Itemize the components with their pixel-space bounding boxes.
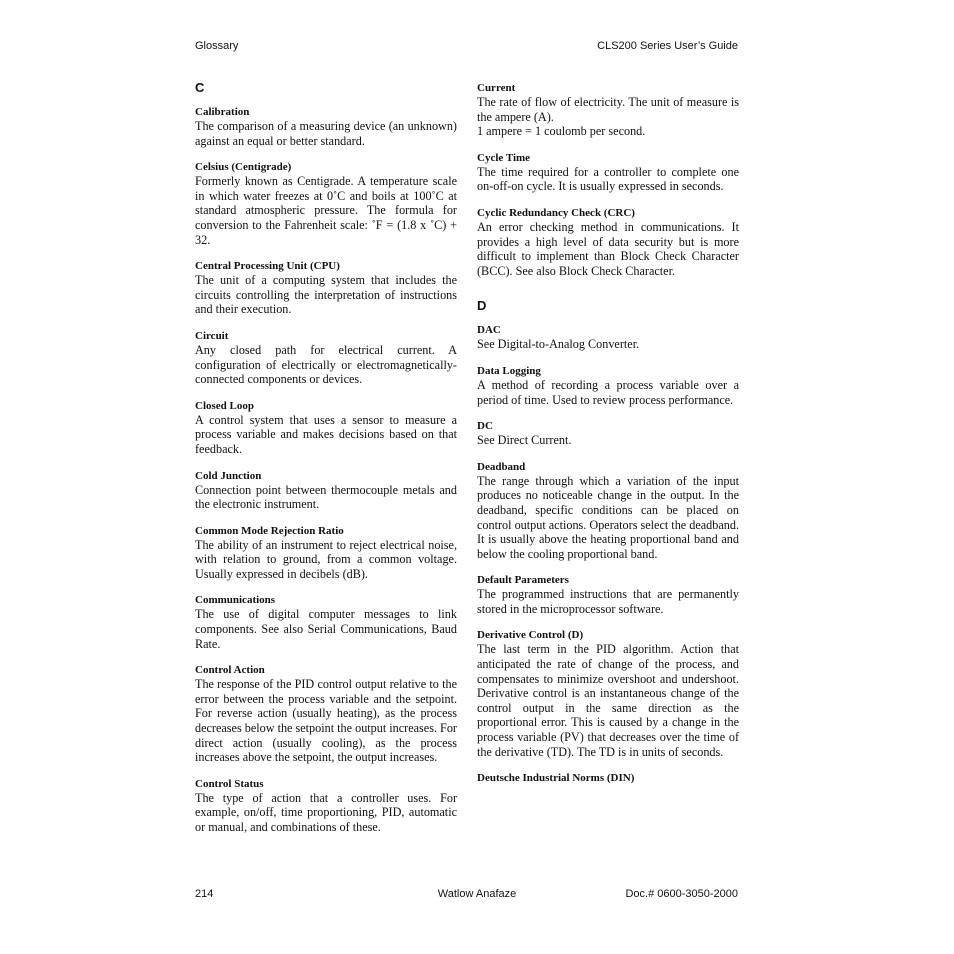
glossary-definition: The time required for a controller to complete one on-off-on cycle. It is usually expressed in seconds.	[477, 164, 739, 194]
glossary-entry	[195, 105, 457, 148]
glossary-definition: The rate of flow of electricity. The unit of measure is the ampere (A).	[477, 95, 739, 124]
glossary-term: Default Parameters	[477, 574, 569, 587]
glossary-term: DC	[477, 420, 493, 433]
glossary-definition: The programmed instructions that are permanently stored in the microprocessor software.	[477, 587, 739, 616]
glossary-term: Cold Junction	[195, 469, 262, 482]
glossary-term: DAC	[477, 324, 501, 337]
glossary-term: Cycle Time	[477, 151, 531, 164]
glossary-entry	[477, 151, 739, 194]
glossary-entry	[477, 771, 739, 785]
glossary-definition: The comparison of a measuring device (an unknown) against an equal or better standard.	[195, 119, 457, 148]
glossary-entry	[195, 259, 457, 317]
glossary-definition: The type of action that a controller uses. For example, on/off, time proportioning, PID, automatic or manual, and combinations of these.	[195, 790, 457, 834]
glossary-entry	[477, 419, 739, 448]
glossary-definition: The response of the PID control output relative to the error between the process variable and the setpoint. For reverse action (usually heating), as the process decreases below the setpoint the output increases. For direct action (usually cooling), as the process increases above the setpoint, the output increases.	[195, 677, 457, 765]
left-column	[195, 80, 457, 847]
glossary-definition: A method of recording a process variable over a period of time. Used to review process performance.	[477, 377, 739, 407]
glossary-entry	[195, 329, 457, 387]
glossary-entry	[477, 460, 739, 562]
glossary-term: Circuit	[195, 329, 229, 342]
left-entry-list	[195, 105, 457, 835]
glossary-definition: The range through which a variation of the input produces no noticeable change in the output. In the deadband, specific conditions can be placed on control output actions. Operators select the deadband. It is usually above the heating proportional band and below the cooling proportional band.	[477, 473, 739, 561]
glossary-entry	[195, 469, 457, 512]
glossary-term: Closed Loop	[195, 399, 254, 412]
glossary-definition: The ability of an instrument to reject electrical noise, with relation to ground, from a common voltage. Usually expressed in decibels (dB).	[195, 537, 457, 581]
glossary-entry	[195, 399, 457, 457]
glossary-term: Celsius (Centigrade)	[195, 161, 292, 174]
glossary-term: Central Processing Unit (CPU)	[195, 260, 340, 273]
header-section-title: Glossary	[195, 40, 239, 52]
glossary-definition: Connection point between thermocouple metals and the electronic instrument.	[195, 482, 457, 512]
section-letter-d: D	[477, 298, 487, 314]
section-letter-c: C	[195, 80, 205, 95]
footer-page-number: 214	[195, 888, 214, 900]
glossary-entry	[195, 593, 457, 651]
glossary-definition: The last term in the PID algorithm. Action that anticipated the rate of change of the process, and compensates to minimize overshoot and undershoot. Derivative control is an instantaneous change of the control output in the same direction as the proportional error. This is caused by a change in the process variable (PV) that decreases over the time of the derivative (TD). The TD is in units of seconds.	[477, 642, 739, 759]
glossary-entry	[477, 206, 739, 278]
glossary-definition: An error checking method in communications. It provides a high level of data security but is more difficult to implement than Block Check Character (BCC). See also Block Check Character.	[477, 219, 739, 278]
glossary-entry	[477, 323, 739, 352]
glossary-entry	[195, 524, 457, 582]
right-column	[477, 81, 739, 797]
header-guide-title: CLS200 Series User’s Guide	[597, 40, 738, 52]
glossary-entry	[195, 777, 457, 835]
glossary-term: Control Action	[195, 664, 265, 677]
glossary-term: Data Logging	[477, 364, 541, 377]
glossary-entry	[477, 81, 739, 139]
glossary-term: Derivative Control (D)	[477, 629, 584, 642]
glossary-definition: See Digital-to-Analog Converter.	[477, 337, 640, 352]
footer-publisher: Watlow Anafaze	[437, 888, 517, 900]
right-entry-list-c	[477, 81, 739, 278]
glossary-term: Current	[477, 82, 516, 94]
glossary-term: Control Status	[195, 777, 264, 790]
glossary-definition: A control system that uses a sensor to measure a process variable and makes decisions based on that feedback.	[195, 412, 457, 456]
glossary-entry	[195, 663, 457, 765]
glossary-term: Cyclic Redundancy Check (CRC)	[477, 206, 635, 219]
glossary-term: Calibration	[195, 106, 250, 118]
glossary-term: Communications	[195, 594, 276, 607]
glossary-definition: The unit of a computing system that includes the circuits controlling the interpretation of instructions and their execution.	[195, 273, 457, 317]
right-entry-list-d	[477, 323, 739, 785]
glossary-definition: The use of digital computer messages to link components. See also Serial Communications, Baud Rate.	[195, 607, 457, 651]
glossary-term: Deadband	[477, 460, 526, 473]
glossary-definition-note: 1 ampere = 1 coulomb per second.	[477, 124, 646, 139]
glossary-definition: Formerly known as Centigrade. A temperature scale in which water freezes at 0˚C and boils at 100˚C at standard atmospheric pressure. The formula for conversion to the Fahrenheit scale: ˚F = (1.8 x ˚C) + 32.	[195, 174, 457, 247]
glossary-term: Common Mode Rejection Ratio	[195, 524, 344, 537]
glossary-definition: See Direct Current.	[477, 433, 572, 448]
glossary-entry	[477, 364, 739, 407]
glossary-entry	[477, 628, 739, 759]
glossary-definition: Any closed path for electrical current. A configuration of electrically or electromagnetically-connected components or devices.	[195, 342, 457, 387]
glossary-entry	[477, 573, 739, 616]
footer-doc-number: Doc.# 0600-3050-2000	[625, 888, 738, 900]
glossary-term: Deutsche Industrial Norms (DIN)	[477, 772, 635, 785]
glossary-entry	[195, 160, 457, 247]
